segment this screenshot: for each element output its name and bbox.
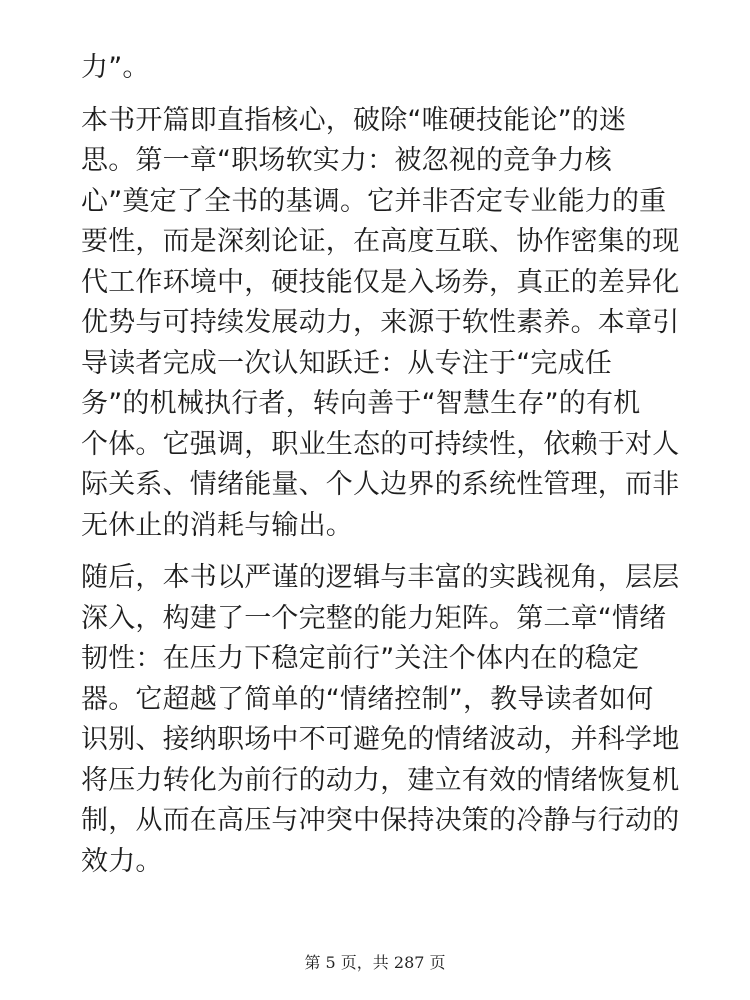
text-line: 务”的机械执行者，转向善于“智慧生存”的有机 bbox=[81, 388, 641, 419]
text-line: 本书开篇即直指核心，破除“唯硬技能论”的迷 bbox=[81, 104, 627, 136]
paragraph bbox=[81, 101, 680, 547]
text-line: 将压力转化为前行的动力，建立有效的情绪恢复机 bbox=[81, 764, 680, 796]
text-line: 际关系、情绪能量、个人边界的系统性管理，而非 bbox=[81, 469, 680, 500]
text-line: 心”奠定了全书的基调。它并非否定专业能力的重 bbox=[81, 185, 667, 217]
text-line: 代工作环境中，硬技能仅是入场券，真正的差异化 bbox=[81, 266, 680, 298]
paragraph bbox=[81, 558, 680, 882]
text-line: 器。它超越了简单的“情绪控制”，教导读者如何 bbox=[81, 683, 654, 715]
text-line: 优势与可持续发展动力，来源于软性素养。本章引 bbox=[81, 307, 680, 338]
text-line: 要性，而是深刻论证，在高度互联、协作密集的现 bbox=[81, 226, 680, 257]
page-number-footer: 第 5 页，共 287 页 bbox=[304, 953, 446, 972]
text-line: 无休止的消耗与输出。 bbox=[81, 509, 353, 541]
text-line: 导读者完成一次认知跃迁：从专注于“完成任 bbox=[81, 347, 612, 379]
text-line: 识别、接纳职场中不可避免的情绪波动，并科学地 bbox=[81, 724, 680, 755]
text-line: 思。第一章“职场软实力：被忽视的竞争力核 bbox=[81, 145, 612, 176]
text-line: 随后，本书以严谨的逻辑与丰富的实践视角，层层 bbox=[81, 562, 680, 593]
text-line: 制，从而在高压与冲突中保持决策的冷静与行动的 bbox=[81, 805, 680, 836]
text-line: 深入，构建了一个完整的能力矩阵。第二章“情绪 bbox=[81, 602, 667, 634]
body-text bbox=[81, 48, 680, 894]
text-line: 韧性：在压力下稳定前行”关注个体内在的稳定 bbox=[81, 643, 640, 674]
text-line: 力”。 bbox=[81, 52, 150, 83]
text-line: 效力。 bbox=[81, 845, 163, 877]
paragraph bbox=[81, 48, 673, 89]
text-line: 个体。它强调，职业生态的可持续性，依赖于对人 bbox=[81, 428, 680, 460]
